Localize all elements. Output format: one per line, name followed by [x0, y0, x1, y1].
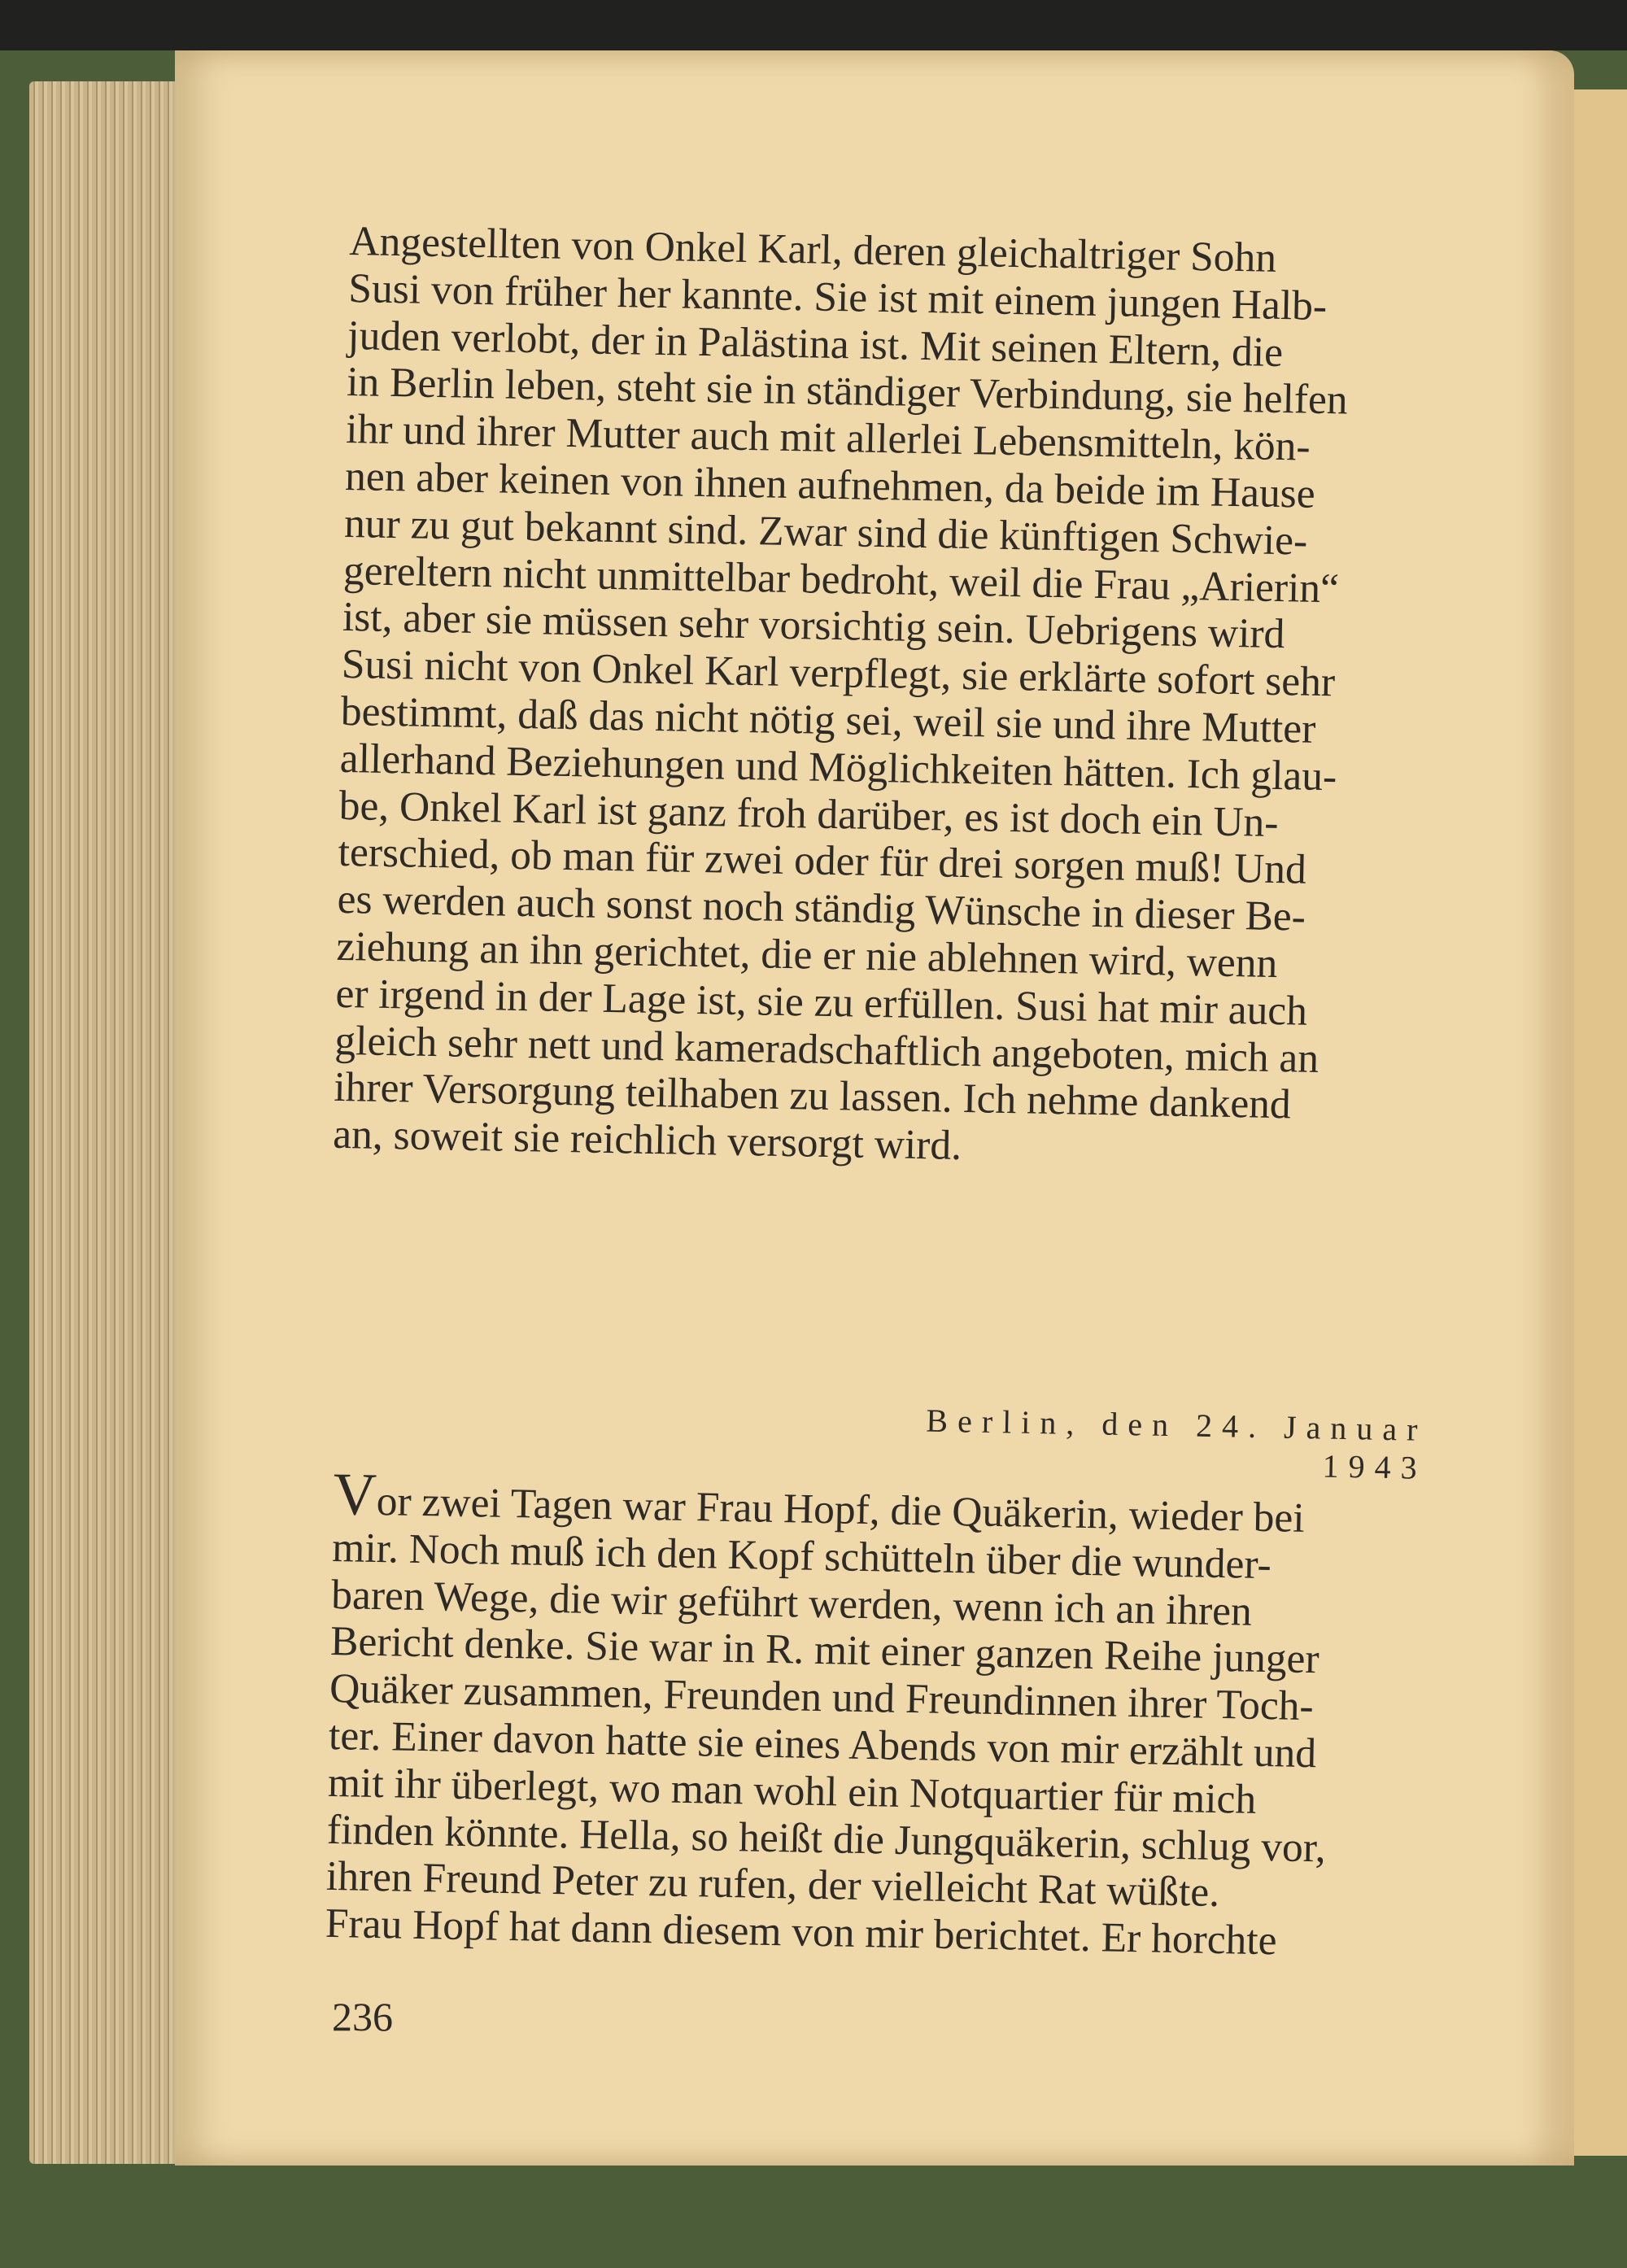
- text-line: baren Wege, die wir geführt werden, wenn ich an ihren: [330, 1571, 1253, 1635]
- text-line: in Berlin leben, steht sie in ständiger Verbindung, sie helfen: [346, 359, 1349, 424]
- text-line: allerhand Beziehungen und Möglichkeiten hätten. Ich glau-: [339, 735, 1337, 800]
- text-line: juden verlobt, der in Palästina ist. Mit seinen Eltern, die: [347, 312, 1284, 376]
- text-line: gleich sehr nett und kameradschaftlich angeboten, mich an: [334, 1017, 1319, 1082]
- text-line: finden könnte. Hella, so heißt die Jungquäkerin, schlug vor,: [326, 1806, 1327, 1872]
- text-line: Susi nicht von Onkel Karl verpflegt, sie erklärte sofort sehr: [341, 641, 1336, 706]
- text-line: ist, aber sie müssen sehr vorsichtig sein. Uebrigens wird: [342, 594, 1285, 658]
- paragraph-1: [333, 218, 1440, 1178]
- text-line: er irgend in der Lage ist, sie zu erfüllen. Susi hat mir auch: [335, 970, 1308, 1035]
- text-line: be, Onkel Karl ist ganz froh darüber, es ist doch ein Un-: [338, 782, 1280, 846]
- text-line: Bericht denke. Sie war in R. mit einer ganzen Reihe junger: [329, 1618, 1320, 1683]
- page-number: 236: [332, 1994, 393, 2039]
- text-line: ihrer Versorgung teilhaben zu lassen. Ich nehme dankend: [333, 1064, 1292, 1128]
- text-line: an, soweit sie reichlich versorgt wird.: [332, 1110, 962, 1170]
- text-line: ziehung an ihn gerichtet, die er nie ablehnen wird, wenn: [336, 922, 1278, 987]
- text-line: Frau Hopf hat dann diesem von mir berichtet. Er horchte: [325, 1900, 1278, 1965]
- text-line: Susi von früher her kannte. Sie ist mit einem jungen Halb-: [347, 264, 1328, 329]
- facing-page-edge: [1570, 89, 1627, 2156]
- text-line: ihren Freund Peter zu rufen, der vielleicht Rat wüßte.: [325, 1853, 1220, 1917]
- dateline: Berlin, den 24. Januar 1943: [925, 1402, 1428, 1486]
- text-line: Quäker zusammen, Freunden und Freundinnen ihrer Toch-: [329, 1665, 1315, 1730]
- background-top: [0, 0, 1627, 50]
- text-line: gereltern nicht unmittelbar bedroht, weil die Frau „Arierin“: [342, 547, 1340, 612]
- text-line: mir. Noch muß ich den Kopf schütteln über die wunder-: [331, 1524, 1272, 1588]
- text-line: mit ihr überlegt, wo man wohl ein Notquartier für mich: [327, 1759, 1257, 1823]
- paragraph-2: [325, 1461, 1423, 1967]
- text-line: nur zu gut bekannt sind. Zwar sind die künftigen Schwie-: [343, 499, 1308, 565]
- text-line: nen aber keinen von ihnen aufnehmen, da beide im Hause: [344, 452, 1316, 517]
- text-line: Angestellten von Onkel Karl, deren gleichaltriger Sohn: [348, 218, 1277, 281]
- text-line: bestimmt, daß das nicht nötig sei, weil sie und ihre Mutter: [340, 687, 1316, 752]
- text-line: ter. Einer davon hatte sie eines Abends von mir erzählt und: [328, 1712, 1317, 1777]
- text-line: or zwei Tagen war Frau Hopf, die Quäkerin, wieder bei: [376, 1477, 1306, 1542]
- drop-cap: V: [332, 1461, 377, 1529]
- text-line: es werden auch sonst noch ständig Wünsche in dieser Be-: [337, 876, 1306, 940]
- text-line: terschied, ob man für zwei oder für drei sorgen muß! Und: [338, 829, 1307, 894]
- text-line: ihr und ihrer Mutter auch mit allerlei Lebensmitteln, kön-: [345, 406, 1311, 470]
